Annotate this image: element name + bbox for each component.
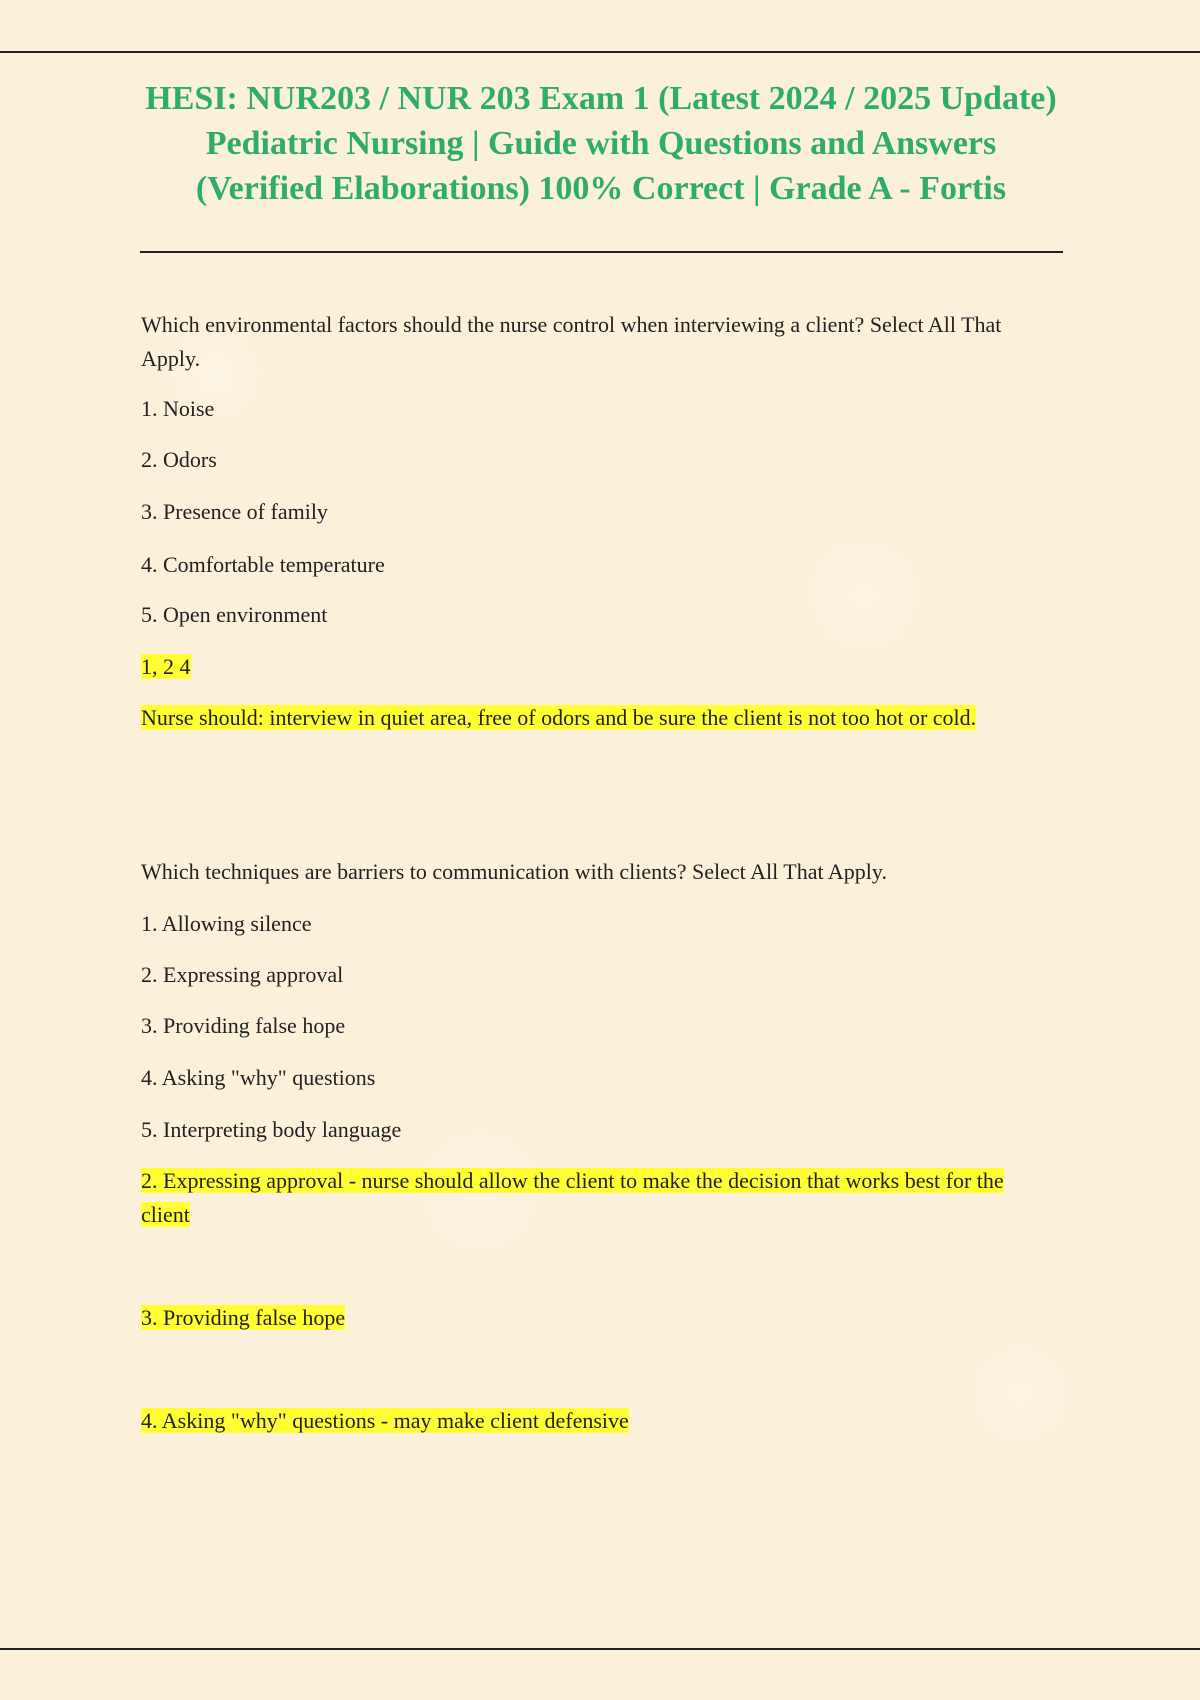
answer-highlight: Nurse should: interview in quiet area, free of odors and be sure the client is not too hot or cold. <box>141 705 977 730</box>
question-1-option-3: 3. Presence of family <box>141 499 328 524</box>
answer-highlight: 1, 2 4 <box>141 654 191 679</box>
answer-highlight: 4. Asking "why" questions - may make client defensive <box>141 1408 629 1433</box>
question-2-option-3: 3. Providing false hope <box>141 1013 346 1038</box>
question-2-option-4: 4. Asking "why" questions <box>141 1065 376 1090</box>
answer-highlight: 3. Providing false hope <box>141 1305 346 1330</box>
title-underline <box>140 251 1063 253</box>
question-1-answer-key <box>141 650 191 684</box>
document-title: HESI: NUR203 / NUR 203 Exam 1 (Latest 2024 / 2025 Update) Pediatric Nursing | Guide with Questions and Answers (Verified Elaborations) 100% Correct | Grade A - Fortis <box>145 80 1057 207</box>
question-2-text: Which techniques are barriers to communication with clients? Select All That Apply. <box>141 859 887 884</box>
question-2-answer-3 <box>141 1404 629 1438</box>
question-1-text: Which environmental factors should the nurse control when interviewing a client? Select All That Apply. <box>141 312 1002 371</box>
question-1-option-4: 4. Comfortable temperature <box>141 552 385 577</box>
question-2-answer-1 <box>141 1164 1041 1232</box>
question-1-option-5: 5. Open environment <box>141 602 328 627</box>
question-1-rationale <box>141 701 976 735</box>
answer-highlight: 2. Expressing approval - nurse should allow the client to make the decision that works best for the client <box>141 1168 1004 1227</box>
question-2-option-5: 5. Interpreting body language <box>141 1117 402 1142</box>
top-page-rule <box>0 51 1200 53</box>
question-2-option-2: 2. Expressing approval <box>141 962 344 987</box>
question-1-option-1: 1. Noise <box>141 396 215 421</box>
question-1-option-2: 2. Odors <box>141 447 217 472</box>
bottom-page-rule <box>0 1648 1200 1650</box>
question-2-answer-2 <box>141 1301 345 1335</box>
question-2-option-1: 1. Allowing silence <box>141 911 312 936</box>
